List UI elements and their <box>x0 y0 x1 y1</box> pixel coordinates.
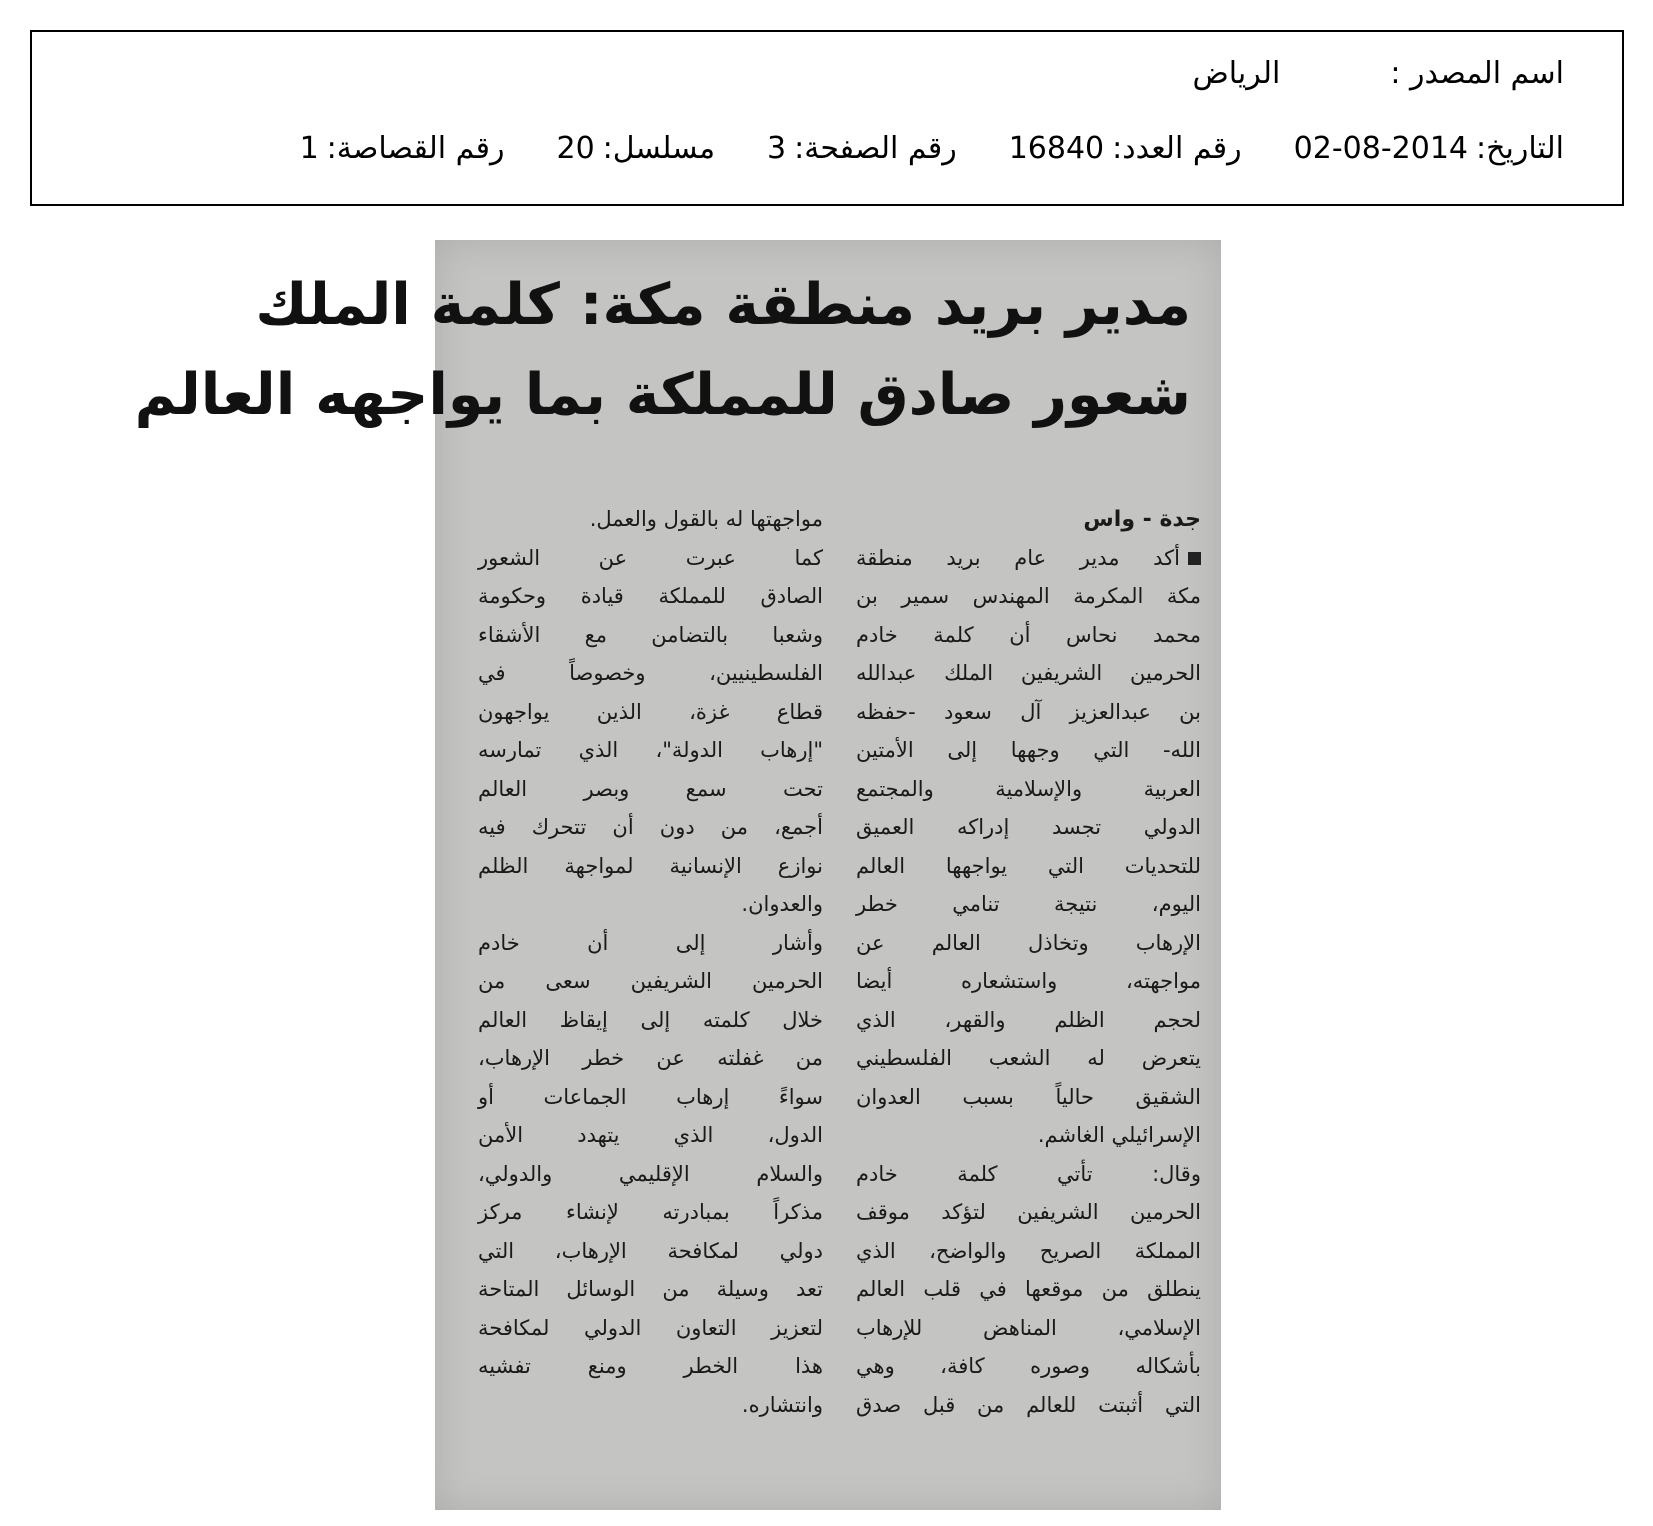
serial-label: مسلسل: <box>602 131 716 166</box>
issue-label: رقم العدد: <box>1112 131 1242 166</box>
article-line: من غفلته عن خطر الإرهاب، <box>478 1046 823 1070</box>
article-line: مذكراً بمبادرته لإنشاء مركز <box>478 1200 823 1224</box>
article-dateline: جدة - واس <box>1083 507 1201 532</box>
headline-line: شعور صادق للمملكة بما يواجهه العالم <box>134 362 1191 428</box>
clip-value: 1 <box>299 131 319 166</box>
article-line: أكد مدير عام بريد منطقة <box>856 539 1201 578</box>
article-line: الشقيق حالياً بسبب العدوان <box>856 1084 1201 1109</box>
article-line: دولي لمكافحة الإرهاب، التي <box>478 1238 823 1263</box>
article-line: نوازع الإنسانية لمواجهة الظلم <box>478 853 823 878</box>
date-value: 2014-08-02 <box>1293 131 1469 166</box>
article-line: الدول، الذي يتهدد الأمن <box>478 1123 823 1147</box>
source-label: اسم المصدر : <box>1390 56 1564 91</box>
article-line: اليوم، نتيجة تنامي خطر <box>856 892 1201 916</box>
article-line: وقال: تأتي كلمة خادم <box>856 1161 1201 1186</box>
article-line: العربية والإسلامية والمجتمع <box>856 776 1201 801</box>
article-line: المملكة الصريح والواضح، الذي <box>856 1238 1201 1263</box>
article-line: الحرمين الشريفين الملك عبدالله <box>856 661 1201 685</box>
article-line: مواجهته، واستشعاره أيضا <box>856 969 1201 993</box>
article-line: الدولي تجسد إدراكه العميق <box>856 815 1201 839</box>
page-field <box>767 129 957 169</box>
source-value: الرياض <box>1192 56 1281 91</box>
article-line: أجمع، من دون أن تتحرك فيه <box>478 815 823 839</box>
date-field <box>1294 129 1564 169</box>
article-line: محمد نحاس أن كلمة خادم <box>856 622 1201 647</box>
article-line: التي أثبتت للعالم من قبل صدق <box>856 1392 1201 1417</box>
article-line: مكة المكرمة المهندس سمير بن <box>856 584 1201 608</box>
article-line: يتعرض له الشعب الفلسطيني <box>856 1046 1201 1070</box>
article-line: خلال كلمته إلى إيقاظ العالم <box>478 1007 823 1032</box>
article-line: الإسرائيلي الغاشم. <box>1037 1123 1201 1147</box>
issue-field <box>1009 129 1242 169</box>
clip-field <box>300 129 505 169</box>
date-label: التاريخ: <box>1476 131 1564 166</box>
article-line: بن عبدالعزيز آل سعود -حفظه <box>856 699 1201 724</box>
issue-value: 16840 <box>1008 131 1105 166</box>
article-line: وشعبا بالتضامن مع الأشقاء <box>478 622 823 647</box>
article-column-left <box>478 500 823 1424</box>
article-line: لحجم الظلم والقهر، الذي <box>856 1007 1201 1032</box>
headline-line: مدير بريد منطقة مكة: كلمة الملك <box>255 272 1191 338</box>
article-line: للتحديات التي يواجهها العالم <box>856 853 1201 878</box>
article-column-right <box>856 500 1201 1424</box>
clip-label: رقم القصاصة: <box>326 131 505 166</box>
page-label: رقم الصفحة: <box>794 131 957 166</box>
article-line: هذا الخطر ومنع تفشيه <box>478 1354 823 1378</box>
bullet-icon <box>1188 552 1201 565</box>
article-line: تعد وسيلة من الوسائل المتاحة <box>478 1277 823 1301</box>
article-line: الصادق للمملكة قيادة وحكومة <box>478 584 823 608</box>
article-line: الحرمين الشريفين لتؤكد موقف <box>856 1200 1201 1224</box>
article-line: وأشار إلى أن خادم <box>478 930 823 955</box>
article-line: الحرمين الشريفين سعى من <box>478 969 823 993</box>
article-line: الإسلامي، المناهض للإرهاب <box>856 1315 1201 1340</box>
article-line: الإرهاب وتخاذل العالم عن <box>856 930 1201 955</box>
article-line: "إرهاب الدولة"، الذي تمارسه <box>478 738 823 762</box>
article-line: بأشكاله وصوره كافة، وهي <box>856 1354 1201 1378</box>
clipping-metadata-box <box>30 30 1624 206</box>
article-line: ينطلق من موقعها في قلب العالم <box>856 1277 1201 1301</box>
page-value: 3 <box>767 131 787 166</box>
serial-value: 20 <box>556 131 595 166</box>
article-line: قطاع غزة، الذين يواجهون <box>478 699 823 724</box>
article-headline <box>134 260 1191 440</box>
newspaper-clipping <box>134 240 1221 1510</box>
source-row <box>1193 54 1564 94</box>
serial-field <box>556 129 715 169</box>
article-line: لتعزيز التعاون الدولي لمكافحة <box>478 1315 823 1340</box>
details-row <box>300 129 1564 169</box>
article-line: مواجهتها له بالقول والعمل. <box>589 507 823 531</box>
article-line: سواءً إرهاب الجماعات أو <box>478 1084 823 1109</box>
article-line: الفلسطينيين، وخصوصاً في <box>478 661 823 685</box>
article-line: كما عبرت عن الشعور <box>478 545 823 570</box>
article-line: والعدوان. <box>741 892 823 916</box>
article-line: والسلام الإقليمي والدولي، <box>478 1161 823 1186</box>
article-line: تحت سمع وبصر العالم <box>478 776 823 801</box>
article-line: الله- التي وجهها إلى الأمتين <box>856 738 1201 762</box>
article-line: وانتشاره. <box>741 1392 823 1417</box>
